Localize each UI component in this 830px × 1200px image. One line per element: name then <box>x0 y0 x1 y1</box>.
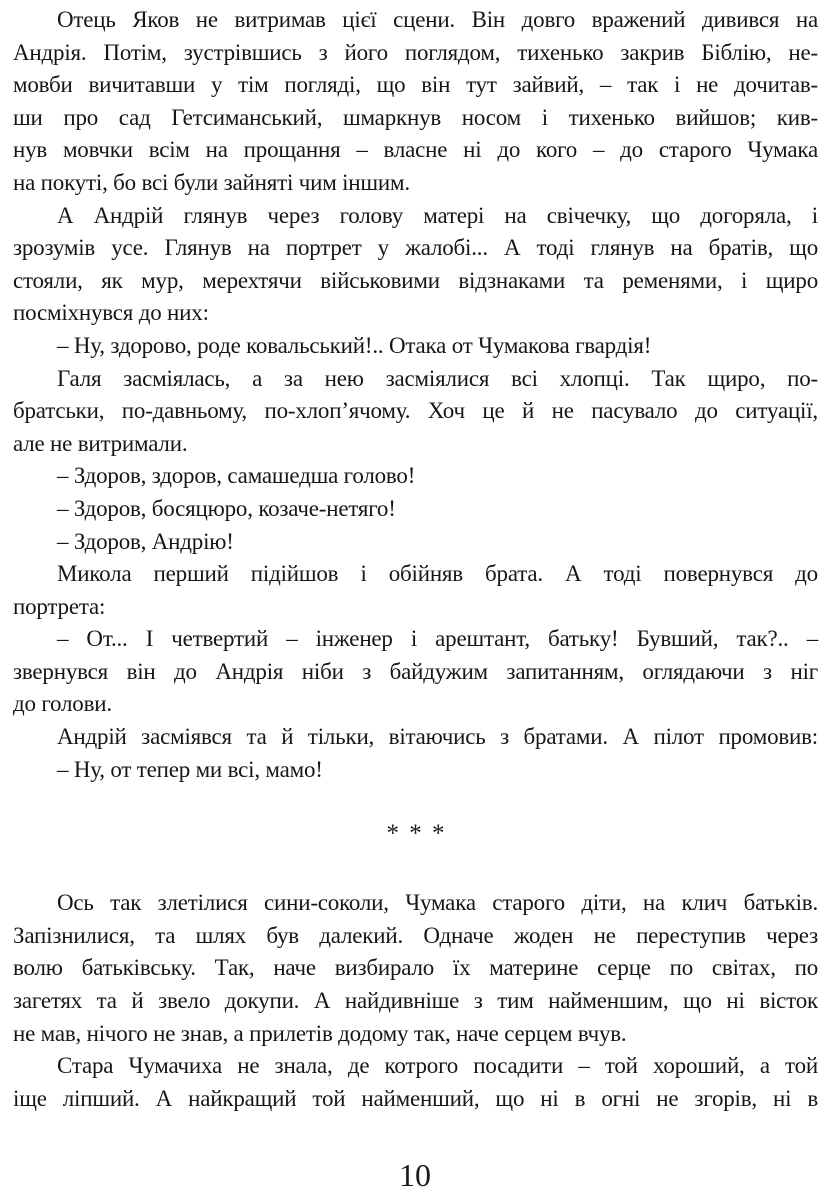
text-line: А Андрій глянув через голову матері на свічечку, що догоряла, і <box>57 202 818 228</box>
text-line: Стара Чумачиха не знала, де котрого посадити – той хороший, а той <box>57 1053 818 1079</box>
text-line: не мав, нічого не знав, а прилетів додому так, наче серцем вчув. <box>13 1020 627 1046</box>
paragraph <box>13 460 818 493</box>
text-line: братськи, по-давньому, по-хлоп’ячому. Хоч це й не пасувало до ситуації, <box>13 398 818 424</box>
text-line: Запізнилися, та шлях був далекий. Одначе жоден не переступив через <box>13 922 818 948</box>
page-footer <box>0 1157 830 1193</box>
paragraph <box>13 754 818 787</box>
text-line: ши про сад Гетсиманський, шмаркнув носом і тихенько вийшов; кив- <box>13 104 818 130</box>
paragraph <box>13 721 818 754</box>
text-line: Микола перший підійшов і обійняв брата. А тоді повернувся до <box>57 561 818 587</box>
paragraph <box>13 1050 818 1115</box>
text-line: Андрія. Потім, зустрівшись з його поглядом, тихенько закрив Біблію, не- <box>13 39 818 65</box>
text-line: Андрій засміявся та й тільки, вітаючись з братами. А пілот промовив: <box>57 724 818 750</box>
text-line: Галя засміялась, а за нею засміялися всі хлопці. Так щиро, по- <box>57 365 818 391</box>
text-line: нув мовчки всім на прощання – власне ні до кого – до старого Чумака <box>13 137 818 163</box>
paragraph <box>13 493 818 526</box>
paragraph <box>13 558 818 623</box>
text-line: волю батьківську. Так, наче визбирало їх материне серце по світах, по <box>13 955 818 981</box>
text-line: – Ну, от тепер ми всі, мамо! <box>57 756 323 782</box>
text-line: звернувся він до Андрія ніби з байдужим запитанням, оглядаючи з ніг <box>13 658 818 684</box>
paragraph <box>13 887 818 1050</box>
paragraph <box>13 526 818 559</box>
text-line: на покуті, бо всі були зайняті чим іншим. <box>13 169 410 195</box>
page-number: 10 <box>399 1157 431 1194</box>
paragraph <box>13 330 818 363</box>
text-line: – Здоров, здоров, самашедша голово! <box>57 463 416 489</box>
text-line: посміхнувся до них: <box>13 300 209 326</box>
text-line: – Ну, здорово, роде ковальський!.. Отака от Чумакова гвардія! <box>57 332 652 358</box>
text-line: Отець Яков не витримав цієї сцени. Він довго вражений дивився на <box>57 7 818 32</box>
paragraph <box>13 200 818 330</box>
text-line: зрозумів усе. Глянув на портрет у жалобі... А тоді глянув на братів, що <box>13 235 818 261</box>
paragraph <box>13 363 818 461</box>
text-line: – Здоров, босяцюро, козаче-нетяго! <box>57 495 396 521</box>
text-line: – От... І четвертий – інженер і арештант, батьку! Бувший, так?.. – <box>57 626 818 652</box>
text-line: мовби вичитавши у тім погляді, що він тут зайвий, – так і не дочитав- <box>13 72 818 98</box>
text-line: Ось так злетілися сини-соколи, Чумака старого діти, на клич батьків. <box>57 890 818 916</box>
text-line: – Здоров, Андрію! <box>57 528 234 554</box>
text-line: стояли, як мур, мерехтячи військовими відзнаками та ременями, і щиро <box>13 267 818 293</box>
text-line: іще ліпший. А найкращий той найменший, що ні в огні не згорів, ні в <box>13 1085 818 1111</box>
text-line: портрета: <box>13 593 106 619</box>
paragraph <box>13 623 818 721</box>
text-line: до голови. <box>13 691 112 717</box>
section-separator: * * * <box>386 820 445 848</box>
paragraph <box>13 4 818 200</box>
text-line: загетях та й звело докупи. А найдивніше з тим найменшим, що ні вісток <box>13 988 818 1014</box>
text-line: але не витримали. <box>13 430 188 456</box>
